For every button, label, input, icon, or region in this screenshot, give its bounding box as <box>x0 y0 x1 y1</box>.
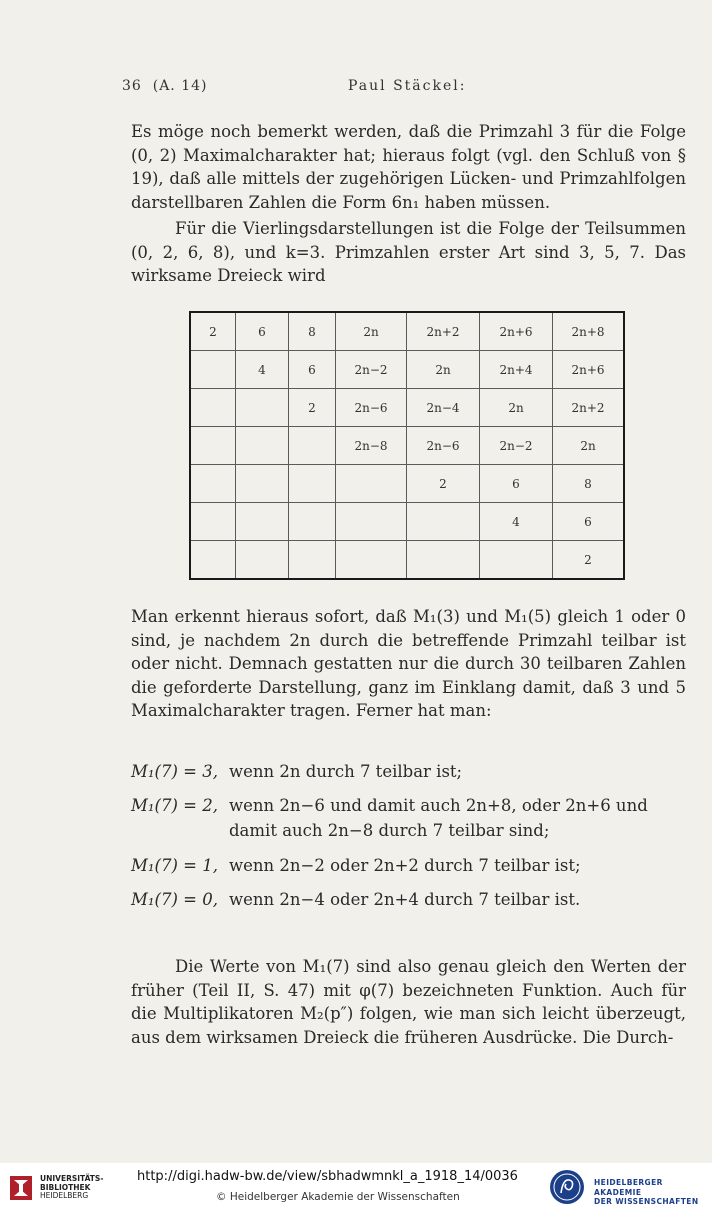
formula-row <box>131 856 581 875</box>
table-cell: 2n <box>407 351 480 389</box>
table-cell: 8 <box>289 312 336 351</box>
table-cell: 2 <box>553 541 625 580</box>
table-cell: 2 <box>407 465 480 503</box>
table-cell: 2n−6 <box>407 427 480 465</box>
table-row <box>190 503 624 541</box>
table-cell: 2n−4 <box>407 389 480 427</box>
table-cell: 2n−2 <box>480 427 553 465</box>
table-cell: 2 <box>289 389 336 427</box>
university-library-logo-icon[interactable] <box>8 1172 36 1204</box>
table-cell: 2n <box>480 389 553 427</box>
formula-row <box>131 762 462 781</box>
academy-line: HEIDELBERGER AKADEMIE <box>594 1178 663 1197</box>
table-cell: 4 <box>480 503 553 541</box>
formula-rhs: wenn 2n durch 7 teilbar ist; <box>229 762 463 781</box>
formula-lhs: M₁(7) = 2, <box>131 796 218 815</box>
table-row <box>190 427 624 465</box>
table-cell: 2n−6 <box>336 389 407 427</box>
table-cell: 2n <box>553 427 625 465</box>
table-cell <box>190 465 236 503</box>
copyright-text: © Heidelberger Akademie der Wissenschaften <box>216 1191 460 1203</box>
table-cell: 2 <box>190 312 236 351</box>
table-cell <box>407 541 480 580</box>
table-cell <box>289 541 336 580</box>
table-cell <box>190 351 236 389</box>
formula-row <box>131 890 580 909</box>
formula-rhs: wenn 2n−2 oder 2n+2 durch 7 teilbar ist; <box>229 856 581 875</box>
table-cell <box>289 503 336 541</box>
formula-row <box>131 796 648 815</box>
table-cell: 2n <box>336 312 407 351</box>
page-number-text: 36 <box>122 78 142 94</box>
table-cell: 8 <box>553 465 625 503</box>
paragraph-1: Es möge noch bemerkt werden, daß die Primzahl 3 für die Folge (0, 2) Maximalcharakter hat; hieraus folgt (vgl. den Schluß von § 19), daß alle mittels der zugehörigen Lücken- und Primzahlfolgen darstellbaren Zahlen die Form 6n₁ haben müssen. <box>131 122 686 212</box>
table-cell: 6 <box>480 465 553 503</box>
table-cell <box>407 503 480 541</box>
table-cell <box>236 465 289 503</box>
section-ref: (A. 14) <box>152 78 208 94</box>
library-line: BIBLIOTHEK <box>40 1182 91 1192</box>
table-cell: 2n+8 <box>553 312 625 351</box>
table-row <box>190 389 624 427</box>
library-line: HEIDELBERG <box>40 1191 89 1200</box>
table-cell: 4 <box>236 351 289 389</box>
formula-lhs: M₁(7) = 3, <box>131 762 218 781</box>
effective-triangle-table <box>189 311 625 580</box>
table-cell: 2n+6 <box>480 312 553 351</box>
document-url-link[interactable]: http://digi.hadw-bw.de/view/sbhadwmnkl_a_1918_14/0036 <box>137 1169 518 1184</box>
formula-lhs: M₁(7) = 1, <box>131 856 218 875</box>
academy-line: DER WISSENSCHAFTEN <box>594 1197 699 1206</box>
table-cell: 2n+4 <box>480 351 553 389</box>
table-cell <box>190 427 236 465</box>
academy-seal-icon[interactable] <box>549 1169 585 1205</box>
table-cell <box>190 389 236 427</box>
library-line: UNIVERSITÄTS- <box>40 1174 104 1183</box>
page-number <box>122 78 207 94</box>
table-cell <box>336 503 407 541</box>
table-row <box>190 312 624 351</box>
table-cell: 6 <box>289 351 336 389</box>
viewer-footer <box>0 1163 712 1214</box>
table-cell <box>336 465 407 503</box>
table-cell <box>190 503 236 541</box>
table-cell <box>236 427 289 465</box>
table-cell <box>289 427 336 465</box>
table-cell <box>336 541 407 580</box>
table-cell <box>236 389 289 427</box>
formula-lhs: M₁(7) = 0, <box>131 890 218 909</box>
library-name <box>40 1175 103 1201</box>
formula-continuation: damit auch 2n−8 durch 7 teilbar sind; <box>229 821 550 840</box>
running-title: Paul Stäckel: <box>348 78 467 94</box>
table-cell <box>289 465 336 503</box>
table-cell: 2n+2 <box>407 312 480 351</box>
table-cell: 6 <box>553 503 625 541</box>
table-cell <box>236 541 289 580</box>
table-cell <box>236 503 289 541</box>
table-cell: 6 <box>236 312 289 351</box>
paragraph-3: Man erkennt hieraus sofort, daß M₁(3) und M₁(5) gleich 1 oder 0 sind, je nachdem 2n durch die betreffende Primzahl teilbar ist oder nicht. Demnach gestatten nur die durch 30 teilbaren Zahlen die geforderte Darstellung, ganz im Einklang damit, daß 3 und 5 Maximalcharakter tragen. Ferner hat man: <box>131 607 686 720</box>
paragraph-4: Die Werte von M₁(7) sind also genau gleich den Werten der früher (Teil II, S. 47) mit φ(7) bezeichneten Funktion. Auch für die Multiplikatoren M₂(p″) folgen, wie man sich leicht überzeugt, aus dem wirksamen Dreieck die früheren Ausdrücke. Die Durch- <box>131 957 686 1047</box>
table-cell: 2n−2 <box>336 351 407 389</box>
paragraph-2: Für die Vierlingsdarstellungen ist die Folge der Teilsummen (0, 2, 6, 8), und k=3. Primzahlen erster Art sind 3, 5, 7. Das wirksame Dreieck wird <box>131 219 686 285</box>
table-row <box>190 541 624 580</box>
formula-rhs: wenn 2n−4 oder 2n+4 durch 7 teilbar ist. <box>229 890 581 909</box>
academy-name <box>594 1178 712 1207</box>
table-cell: 2n−8 <box>336 427 407 465</box>
table-cell: 2n+2 <box>553 389 625 427</box>
table-cell: 2n+6 <box>553 351 625 389</box>
table-row <box>190 351 624 389</box>
table-row <box>190 465 624 503</box>
table-cell <box>190 541 236 580</box>
table-cell <box>480 541 553 580</box>
formula-rhs: wenn 2n−6 und damit auch 2n+8, oder 2n+6 und <box>229 796 648 815</box>
